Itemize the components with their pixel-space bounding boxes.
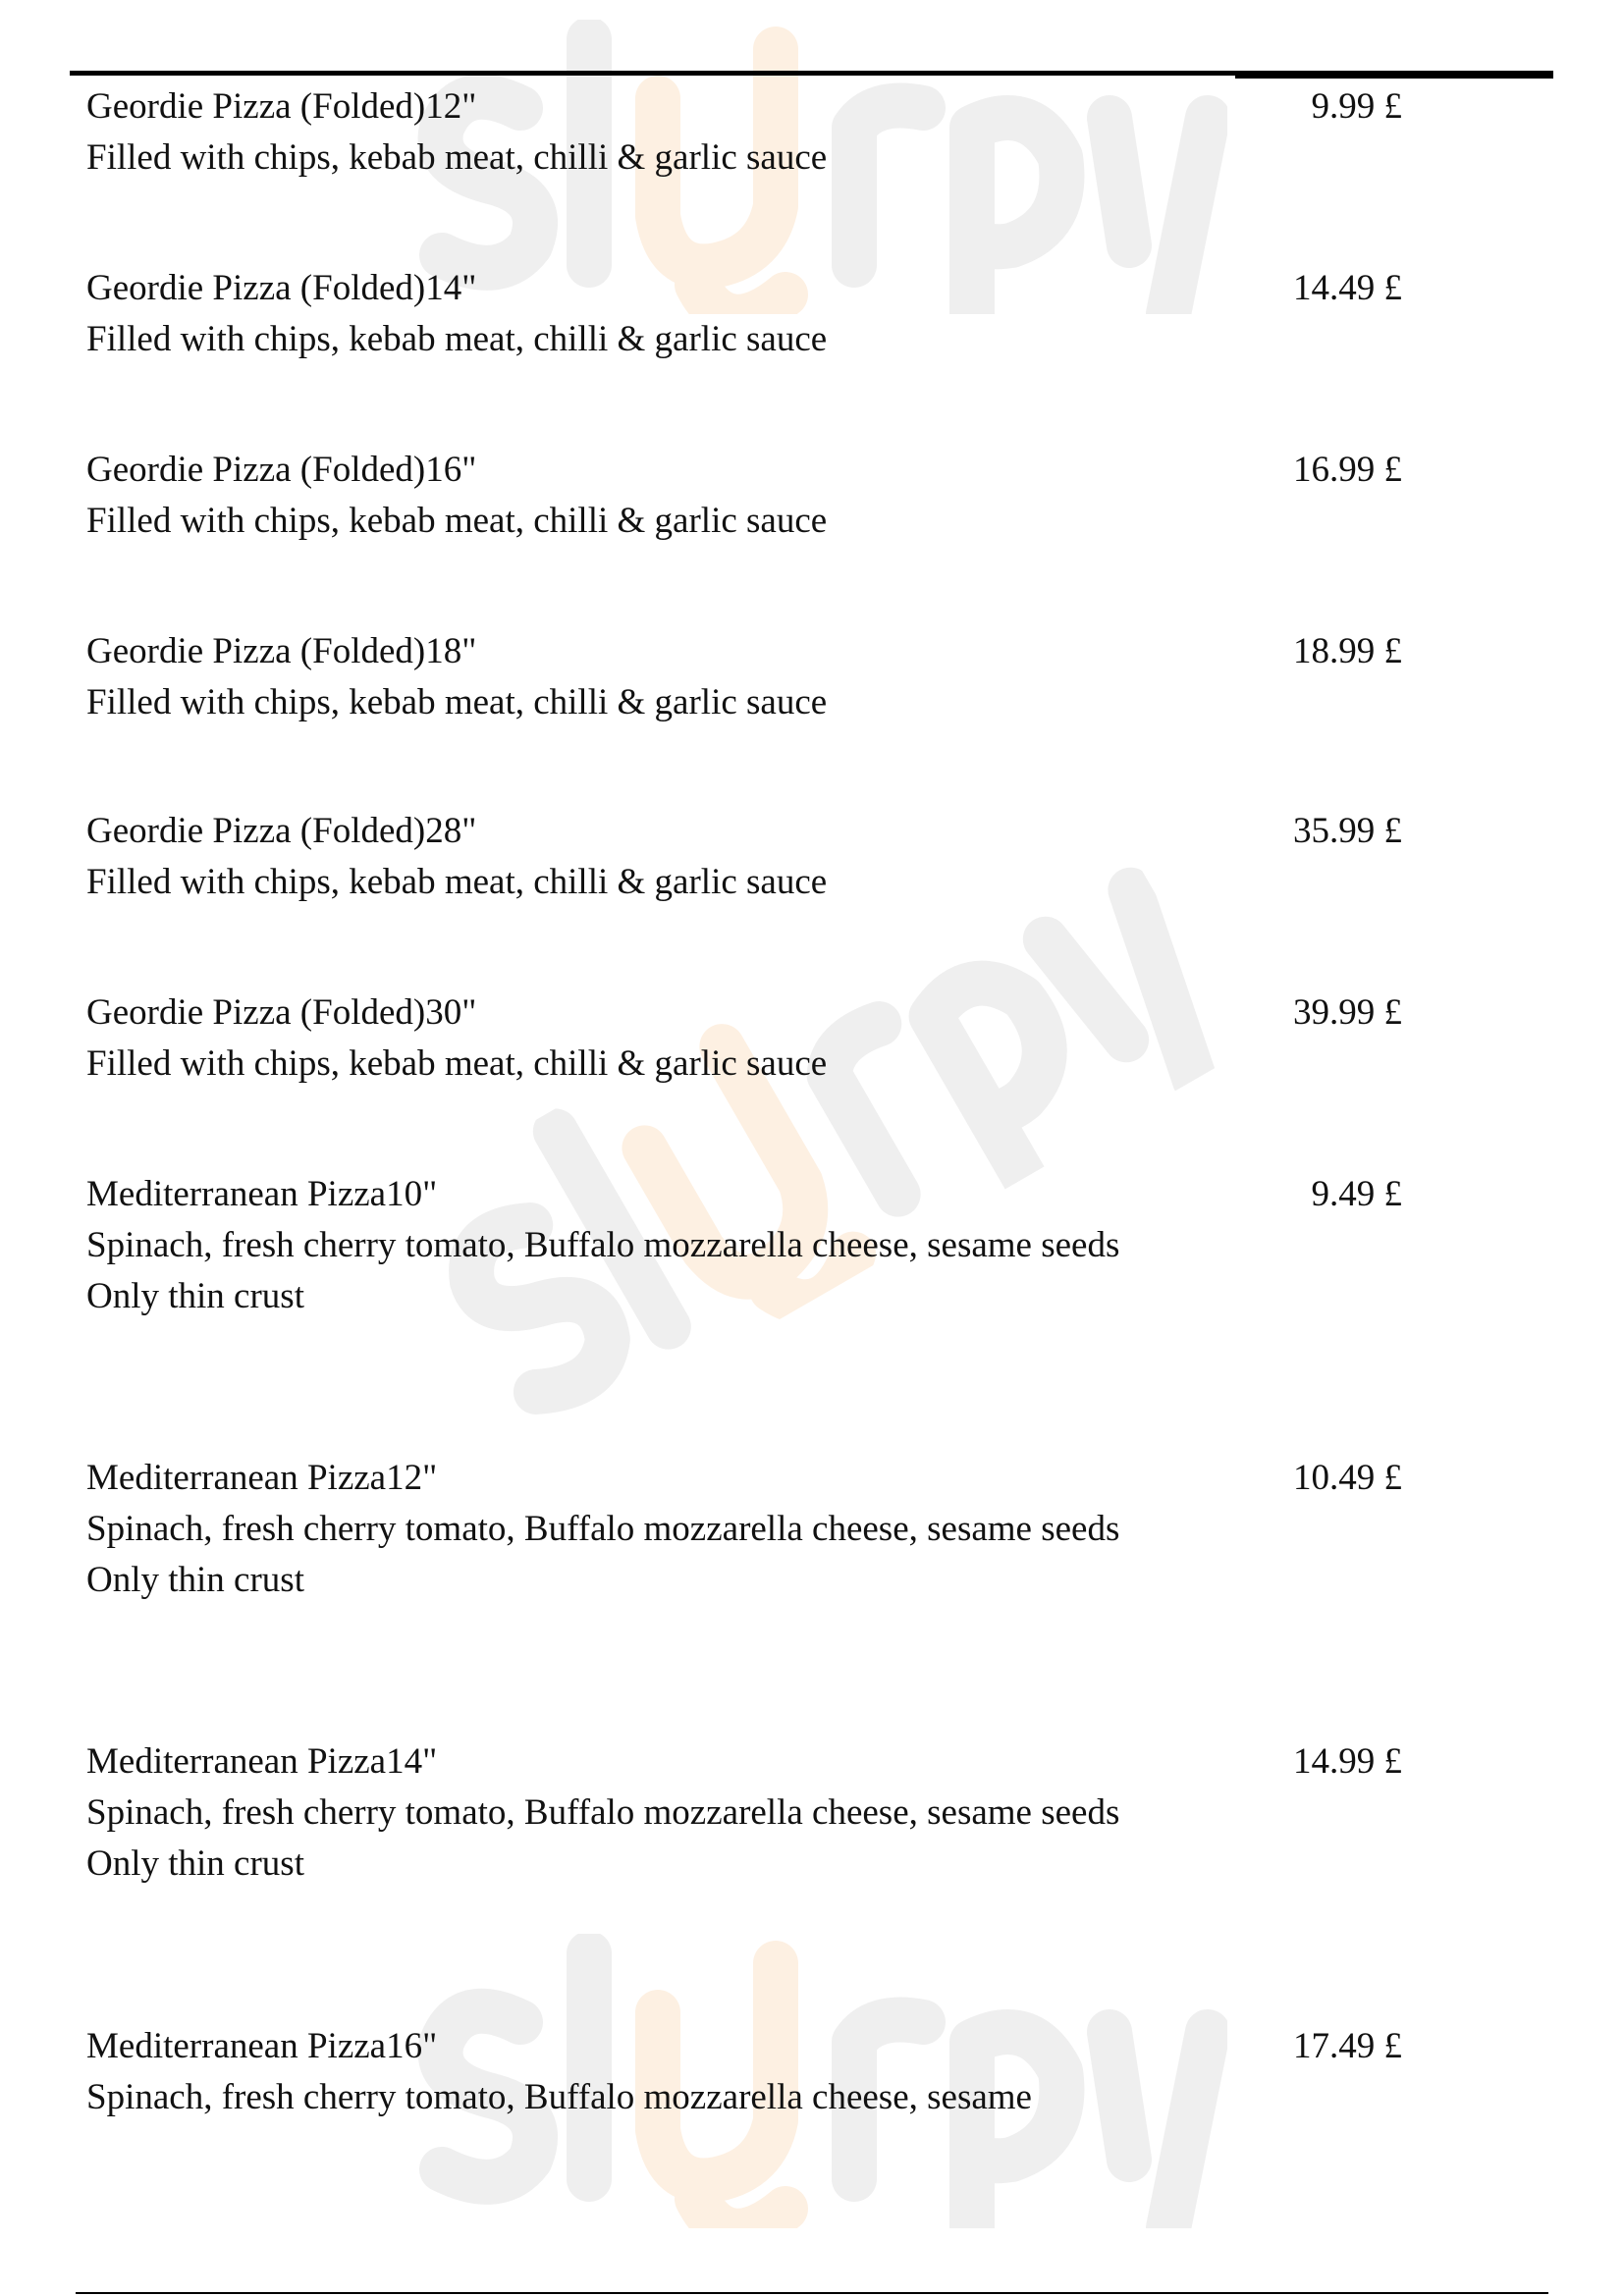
menu-item bbox=[86, 1736, 1402, 1890]
item-description: Only thin crust bbox=[86, 1843, 304, 1884]
item-price: 39.99 £ bbox=[1293, 992, 1402, 1033]
top-divider-price-column bbox=[1235, 71, 1553, 79]
item-name: Geordie Pizza (Folded)30" bbox=[86, 992, 477, 1033]
item-description: Spinach, fresh cherry tomato, Buffalo mozzarella cheese, sesame seeds bbox=[86, 1792, 1120, 1833]
menu-item bbox=[86, 1169, 1402, 1322]
menu-item bbox=[86, 2021, 1402, 2123]
item-name: Geordie Pizza (Folded)28" bbox=[86, 811, 477, 851]
item-description: Spinach, fresh cherry tomato, Buffalo mozzarella cheese, sesame seeds bbox=[86, 1509, 1120, 1549]
menu-item bbox=[86, 626, 1402, 728]
item-name: Mediterranean Pizza10" bbox=[86, 1174, 438, 1214]
item-description: Filled with chips, kebab meat, chilli & garlic sauce bbox=[86, 319, 828, 359]
item-price: 16.99 £ bbox=[1293, 450, 1402, 490]
menu-item bbox=[86, 263, 1402, 365]
item-price: 10.49 £ bbox=[1293, 1458, 1402, 1498]
item-price: 14.49 £ bbox=[1293, 268, 1402, 308]
item-description: Filled with chips, kebab meat, chilli & garlic sauce bbox=[86, 137, 828, 178]
item-name: Mediterranean Pizza12" bbox=[86, 1458, 438, 1498]
item-price: 9.99 £ bbox=[1311, 86, 1402, 127]
item-name: Mediterranean Pizza14" bbox=[86, 1741, 438, 1782]
item-price: 17.49 £ bbox=[1293, 2026, 1402, 2066]
item-description: Filled with chips, kebab meat, chilli & garlic sauce bbox=[86, 1043, 828, 1084]
item-description: Filled with chips, kebab meat, chilli & garlic sauce bbox=[86, 682, 828, 722]
menu-item bbox=[86, 81, 1402, 184]
item-price: 9.49 £ bbox=[1311, 1174, 1402, 1214]
item-description: Filled with chips, kebab meat, chilli & garlic sauce bbox=[86, 862, 828, 902]
menu-item bbox=[86, 445, 1402, 547]
item-price: 14.99 £ bbox=[1293, 1741, 1402, 1782]
item-name: Geordie Pizza (Folded)12" bbox=[86, 86, 477, 127]
item-name: Geordie Pizza (Folded)18" bbox=[86, 631, 477, 671]
menu-item bbox=[86, 1453, 1402, 1606]
item-name: Geordie Pizza (Folded)16" bbox=[86, 450, 477, 490]
bottom-divider bbox=[76, 2292, 1548, 2294]
item-description: Only thin crust bbox=[86, 1560, 304, 1600]
item-price: 18.99 £ bbox=[1293, 631, 1402, 671]
item-description: Only thin crust bbox=[86, 1276, 304, 1316]
item-name: Mediterranean Pizza16" bbox=[86, 2026, 438, 2066]
item-price: 35.99 £ bbox=[1293, 811, 1402, 851]
menu-item bbox=[86, 806, 1402, 908]
item-description: Spinach, fresh cherry tomato, Buffalo mozzarella cheese, sesame bbox=[86, 2077, 1032, 2117]
item-name: Geordie Pizza (Folded)14" bbox=[86, 268, 477, 308]
item-description: Filled with chips, kebab meat, chilli & garlic sauce bbox=[86, 501, 828, 541]
item-description: Spinach, fresh cherry tomato, Buffalo mozzarella cheese, sesame seeds bbox=[86, 1225, 1120, 1265]
menu-item bbox=[86, 988, 1402, 1090]
